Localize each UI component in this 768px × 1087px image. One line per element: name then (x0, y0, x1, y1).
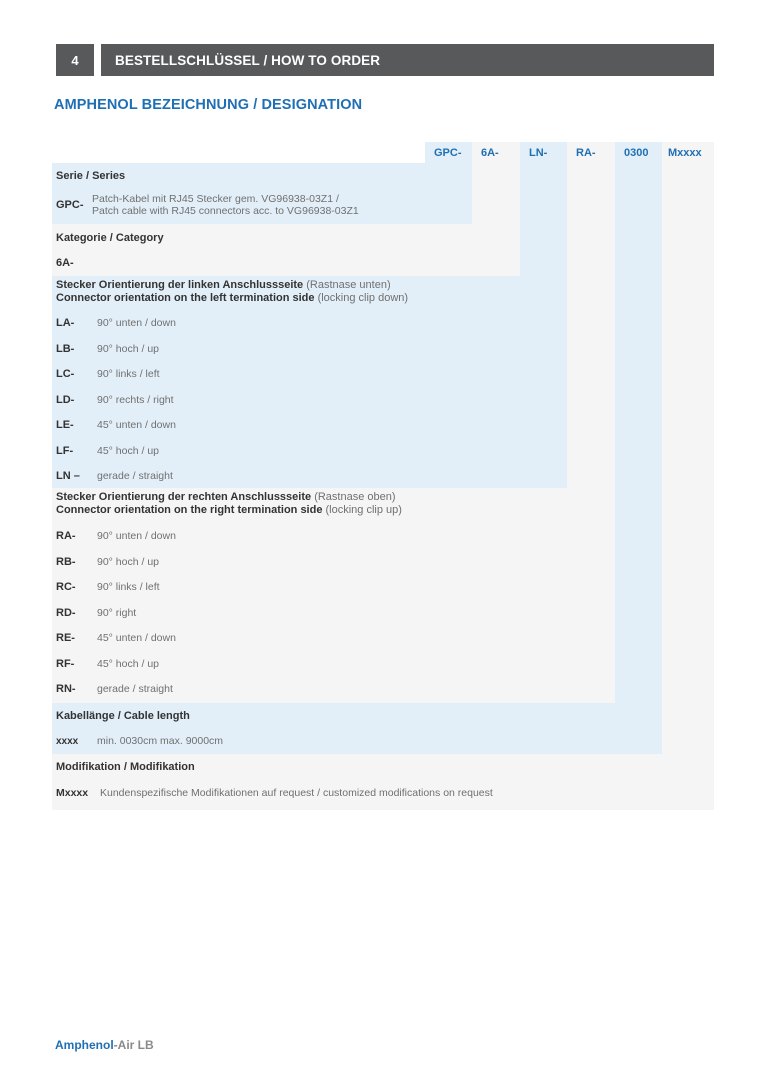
item-code: LC- (56, 368, 75, 380)
column-bg-ra (567, 142, 615, 488)
item-code: xxxx (56, 735, 79, 747)
item-desc: 90° unten / down (97, 317, 176, 329)
list-item-cable-length (56, 733, 223, 749)
section-title: BESTELLSCHLÜSSEL / HOW TO ORDER (101, 44, 714, 76)
column-bg-mxxxx (662, 142, 714, 754)
designation-col-6a: 6A- (481, 146, 499, 159)
list-item-ra (56, 528, 176, 544)
title-de-bold: Stecker Orientierung der rechten Anschlussseite (56, 491, 312, 503)
item-desc: 45° hoch / up (97, 445, 159, 457)
item-desc: gerade / straight (97, 683, 173, 695)
section-title-category: Kategorie / Category (56, 232, 164, 244)
column-bg-0300 (615, 142, 662, 703)
item-desc: gerade / straight (97, 470, 173, 482)
item-desc: Kundenspezifische Modifikationen auf request / customized modifications on request (100, 787, 493, 799)
item-desc: 45° unten / down (97, 419, 176, 431)
list-item-rn (56, 681, 173, 697)
item-desc: 90° links / left (97, 581, 160, 593)
title-en-bold: Connector orientation on the right termination side (56, 504, 323, 516)
logo-part-airlb: -Air LB (113, 1038, 154, 1052)
title-de-light: (Rastnase oben) (311, 491, 396, 503)
item-desc: 90° links / left (97, 368, 160, 380)
item-code: RD- (56, 607, 76, 619)
item-code: LN – (56, 470, 80, 482)
item-code: LD- (56, 394, 75, 406)
item-code: RN- (56, 683, 76, 695)
list-item-rd (56, 605, 136, 621)
section-number: 4 (56, 44, 94, 76)
list-item-modification (56, 785, 493, 801)
item-code: RB- (56, 556, 76, 568)
list-item-le (56, 417, 176, 433)
list-item-lc (56, 366, 160, 382)
item-desc: 45° unten / down (97, 632, 176, 644)
item-desc (92, 193, 359, 217)
footer-logo (55, 1038, 154, 1052)
item-code: LF- (56, 445, 74, 457)
title-en-bold: Connector orientation on the left termination side (56, 292, 315, 304)
item-desc: 90° hoch / up (97, 556, 159, 568)
item-code: RA- (56, 530, 76, 542)
list-item-category-6a (56, 255, 97, 271)
list-item-lf (56, 443, 159, 459)
item-desc: 45° hoch / up (97, 658, 159, 670)
section-title-series: Serie / Series (56, 170, 126, 182)
title-en-light: (locking clip down) (314, 292, 409, 304)
item-desc: 90° rechts / right (97, 394, 174, 406)
list-item-series-gpc (56, 190, 359, 220)
section-title-modification: Modifikation / Modifikation (56, 761, 195, 773)
section-title-cable-length: Kabellänge / Cable length (56, 710, 190, 722)
item-code: RF- (56, 658, 75, 670)
item-code: RC- (56, 581, 76, 593)
designation-col-0300: 0300 (624, 146, 649, 159)
list-item-rc (56, 579, 160, 595)
list-item-rf (56, 656, 159, 672)
section-title-right-connector (56, 491, 402, 521)
list-item-rb (56, 554, 159, 570)
item-desc: 90° right (97, 607, 137, 619)
item-desc-line1: Patch-Kabel mit RJ45 Stecker gem. VG96938-03Z1 / (92, 193, 339, 205)
list-item-ln (56, 468, 173, 484)
list-item-ld (56, 392, 174, 408)
item-desc: min. 0030cm max. 9000cm (97, 735, 224, 747)
item-code: LB- (56, 343, 75, 355)
list-item-la (56, 315, 176, 331)
item-code: LA- (56, 317, 75, 329)
item-code: LE- (56, 419, 74, 431)
list-item-lb (56, 341, 159, 357)
title-en-light: (locking clip up) (322, 504, 402, 516)
designation-col-mxxxx: Mxxxx (668, 146, 702, 159)
title-de-light: (Rastnase unten) (303, 279, 391, 291)
item-code: GPC- (56, 199, 84, 211)
list-item-re (56, 630, 176, 646)
item-code: RE- (56, 632, 75, 644)
designation-col-ra: RA- (576, 146, 596, 159)
logo-part-amphenol: Amphenol (55, 1038, 114, 1052)
item-desc-line2: Patch cable with RJ45 connectors acc. to VG96938-03Z1 (92, 205, 359, 217)
designation-col-ln: LN- (529, 146, 548, 159)
item-desc: 90° hoch / up (97, 343, 159, 355)
designation-col-gpc: GPC- (434, 146, 462, 159)
title-de-bold: Stecker Orientierung der linken Anschlussseite (56, 279, 304, 291)
item-code: Mxxxx (56, 787, 89, 799)
item-desc: 90° unten / down (97, 530, 176, 542)
section-title-left-connector (56, 279, 408, 309)
item-code: 6A- (56, 257, 74, 269)
page-subtitle: AMPHENOL BEZEICHNUNG / DESIGNATION (54, 97, 363, 113)
